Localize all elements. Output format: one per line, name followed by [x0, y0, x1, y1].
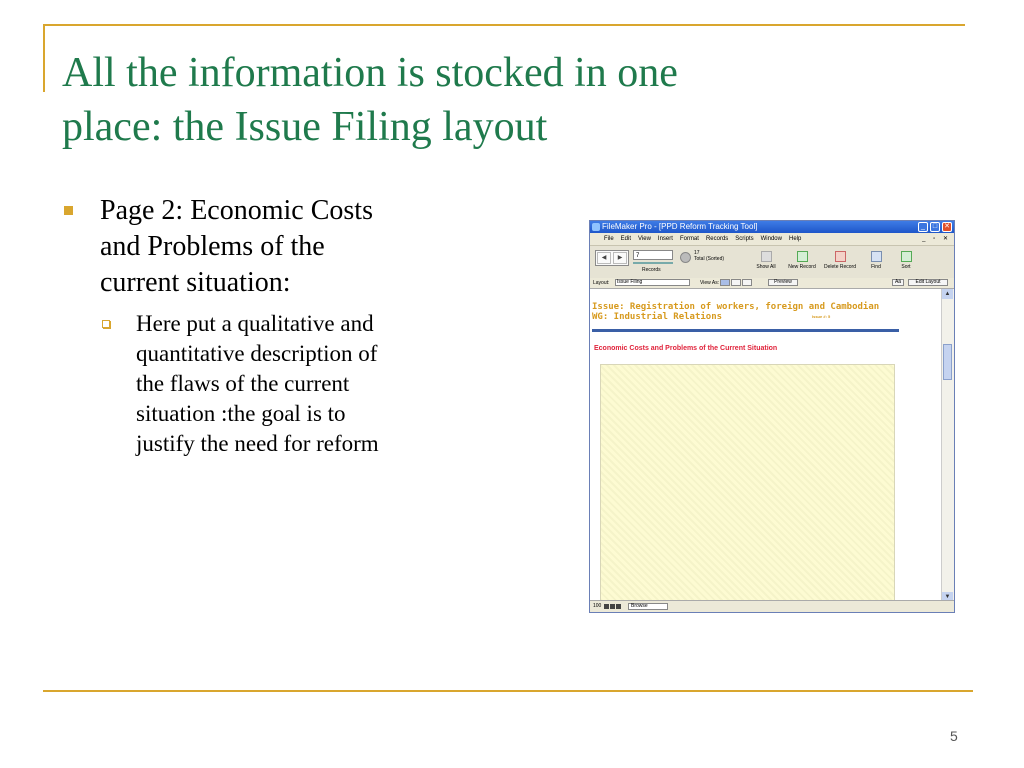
bullet-list — [64, 193, 484, 459]
menu-format[interactable]: Format — [679, 236, 699, 242]
record-navigator[interactable] — [595, 250, 629, 266]
status-bar — [590, 600, 954, 612]
list-view-icon[interactable] — [731, 279, 741, 286]
delete-record-icon — [835, 251, 846, 262]
menu-insert[interactable]: Insert — [657, 236, 673, 242]
header-divider — [592, 329, 899, 332]
record-slider[interactable] — [633, 262, 673, 264]
filemaker-screenshot — [589, 220, 955, 613]
working-group: WG: Industrial Relations — [592, 312, 723, 322]
sort-label: Sort — [901, 264, 911, 270]
show-all-label: Show All — [756, 264, 776, 270]
document-window-controls[interactable]: _ ▫ ✕ — [922, 236, 951, 242]
preview-button[interactable]: Preview — [768, 279, 798, 286]
view-as-buttons — [720, 279, 752, 286]
scroll-up-icon[interactable]: ▲ — [942, 289, 953, 299]
minimize-icon[interactable]: _ — [918, 222, 928, 232]
zoom-controls — [604, 604, 621, 609]
square-bullet-icon — [64, 206, 73, 215]
hollow-square-bullet-icon — [102, 320, 110, 328]
form-view-icon[interactable] — [720, 279, 730, 286]
next-record-icon[interactable]: ▶ — [613, 252, 627, 264]
issue-number: Issue #: 5 — [812, 314, 831, 319]
scroll-down-icon[interactable]: ▼ — [942, 592, 953, 602]
slide-title-line: place: the Issue Filing layout — [62, 104, 548, 150]
section-heading: Economic Costs and Problems of the Current Situation — [594, 345, 778, 352]
mode-select[interactable]: Browse — [628, 603, 668, 610]
total-label: Total (Sorted) — [694, 256, 725, 262]
window-titlebar — [590, 221, 954, 233]
window-controls — [918, 222, 952, 232]
menu-records[interactable]: Records — [705, 236, 729, 242]
find-button[interactable] — [860, 249, 892, 276]
table-view-icon[interactable] — [742, 279, 752, 286]
menu-window[interactable]: Window — [760, 236, 782, 242]
issue-title: Issue: Registration of workers, foreign and Cambodian — [592, 302, 880, 312]
zoom-in-icon[interactable] — [610, 604, 615, 609]
zoom-out-icon[interactable] — [604, 604, 609, 609]
menu-file[interactable]: File — [604, 236, 614, 242]
delete-record-button[interactable] — [824, 249, 856, 276]
new-record-button[interactable] — [786, 249, 818, 276]
close-icon[interactable]: ✕ — [942, 222, 952, 232]
layout-content — [590, 289, 943, 602]
sub-bullet-text-line: justify the need for reform — [136, 431, 379, 456]
maximize-icon[interactable]: □ — [930, 222, 940, 232]
page-number: 5 — [950, 728, 958, 744]
sub-bullet-text-line: quantitative description of — [136, 341, 378, 366]
menu-bar — [590, 233, 954, 245]
slide-title-line: All the information is stocked in one — [62, 50, 678, 96]
zoom-level[interactable]: 100 — [593, 603, 602, 609]
view-as-label: View As: — [700, 280, 720, 286]
layout-select[interactable]: Issue Filing — [615, 279, 690, 286]
bullet-text-line: and Problems of the — [100, 231, 325, 262]
window-title: FileMaker Pro - [PPD Reform Tracking Tool] — [602, 222, 758, 231]
layout-bar — [590, 278, 954, 289]
menu-scripts[interactable]: Scripts — [735, 236, 754, 242]
sort-button[interactable] — [890, 249, 922, 276]
slide-frame-bottom-rule — [43, 690, 973, 692]
show-all-icon — [761, 251, 772, 262]
scroll-thumb[interactable] — [943, 344, 952, 380]
magnifier-icon — [871, 251, 882, 262]
new-record-label: New Record — [788, 264, 816, 270]
vertical-scrollbar[interactable] — [941, 289, 954, 602]
slide-frame-left-rule — [43, 24, 45, 92]
record-pie-icon — [680, 252, 691, 263]
text-formatting-button[interactable]: Aä — [892, 279, 904, 286]
menu-help[interactable]: Help — [788, 236, 802, 242]
layout-label: Layout: — [593, 280, 610, 286]
new-record-icon — [797, 251, 808, 262]
sub-bullet-text-line: Here put a qualitative and — [136, 311, 374, 336]
prev-record-icon[interactable]: ◀ — [597, 252, 611, 264]
status-toolbar — [590, 245, 954, 279]
slide-frame-top-rule — [43, 24, 965, 26]
total-count: 17 — [694, 250, 700, 256]
menu-edit[interactable]: Edit — [620, 236, 632, 242]
bullet-level1 — [64, 193, 484, 301]
slide-title — [62, 46, 962, 154]
show-all-button[interactable] — [750, 249, 782, 276]
find-label: Find — [871, 264, 881, 270]
bullet-text-line: current situation: — [100, 267, 291, 298]
bullet-text-line: Page 2: Economic Costs — [100, 195, 373, 226]
economic-costs-text-field[interactable] — [600, 364, 895, 602]
delete-record-label: Delete Record — [824, 264, 856, 270]
filemaker-app-icon — [592, 223, 600, 231]
status-toggle-icon[interactable] — [616, 604, 621, 609]
bullet-level2 — [100, 309, 486, 459]
record-number-field[interactable]: 7 — [633, 250, 673, 260]
sub-bullet-text-line: situation :the goal is to — [136, 401, 346, 426]
menu-view[interactable]: View — [638, 236, 651, 242]
edit-layout-button[interactable]: Edit Layout — [908, 279, 948, 286]
sort-icon — [901, 251, 912, 262]
sub-bullet-text-line: the flaws of the current — [136, 371, 350, 396]
records-label: Records — [642, 267, 661, 273]
